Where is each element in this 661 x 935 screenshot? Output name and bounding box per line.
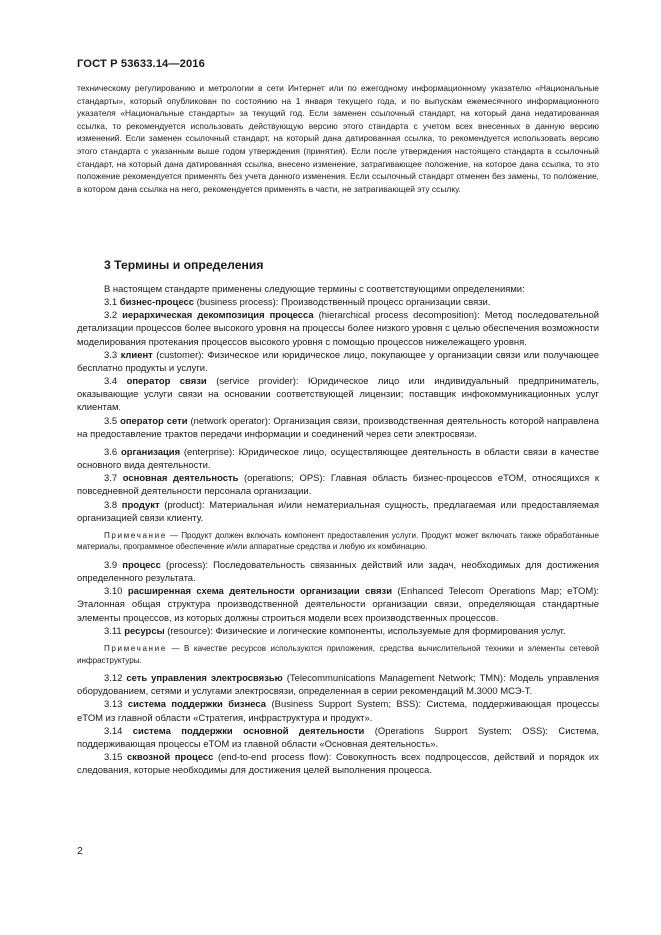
term-definition: 3.7 основная деятельность (operations; OPS): Главная область бизнес-процессов eTOM, относящихся к повседневной деятельности персонала организации.	[77, 473, 599, 498]
term-definition: 3.8 продукт (product): Материальная и/или нематериальная сущность, предлагаемая или предоставляемая организацией связи клиенту.	[77, 499, 599, 524]
term-definition: 3.12 сеть управления электросвязью (Telecommunications Management Network; TMN): Модель управления оборудованием, сетями и услугами электросвязи, определенная в серии рекомендаций М.3000 МСЭ-Т.	[77, 673, 600, 698]
term-name: оператор связи	[126, 376, 207, 388]
note: Примечание — В качестве ресурсов используются приложения, средства вычислительной техники и элементы сетевой инфраструктуры.	[77, 643, 599, 665]
term-name: процесс	[122, 560, 161, 571]
term-definition: 3.15 сквозной процесс (end-to-end process flow): Совокупность всех подпроцессов, действий и порядок их следования, которые необходимы для достижения целей выполнения процесса.	[77, 752, 599, 777]
document-header: ГОСТ Р 53633.14—2016	[77, 58, 205, 70]
term-name: сеть управления электросвязью	[126, 673, 283, 685]
term-definition: 3.5 оператор сети (network operator): Организация связи, производственная деятельность которой направлена на предоставление трактов передачи информации и соединений через сети электросвязи.	[77, 415, 599, 440]
terms-body	[77, 283, 599, 777]
term-name: клиент	[120, 349, 153, 361]
term-definition: 3.4 оператор связи (service provider): Юридическое лицо или индивидуальный предприниматель, оказывающие услуги связи на основании соответствующей лицензии; поставщик инфокоммуникационных услуг клиентам.	[77, 376, 599, 414]
term-definition: 3.1 бизнес-процесс (business process): Производственный процесс организации связи.	[104, 297, 491, 309]
term-name: система поддержки бизнеса	[127, 699, 267, 711]
term-name: расширенная схема деятельности организации связи	[127, 586, 393, 598]
section-lead: В настоящем стандарте применены следующие термины с соответствующими определениями:	[104, 284, 525, 295]
term-name: сквозной процесс	[126, 752, 214, 764]
term-name: иерархическая декомпозиция процесса	[122, 310, 314, 322]
term-definition: 3.14 система поддержки основной деятельности (Operations Support System; OSS): Система, поддерживающая процессы eTOM из главной области «Основная деятельность».	[77, 725, 600, 750]
term-name: бизнес-процесс	[119, 297, 194, 309]
term-name: оператор сети	[120, 415, 188, 427]
page-number: 2	[77, 845, 83, 857]
term-definition: 3.6 организация (enterprise): Юридическое лицо, осуществляющее деятельность в области связи в качестве основного вида деятельности.	[77, 446, 599, 472]
term-name: основная деятельность	[122, 473, 239, 485]
term-definition: 3.13 система поддержки бизнеса (Business Support System; BSS): Система, поддерживающая процессы eTOM из главной области «Стратегия, инфраструктура и продукт».	[77, 699, 599, 724]
term-name: система поддержки основной деятельности	[132, 725, 365, 737]
term-definition: 3.11 ресурсы (resource): Физические и логические компоненты, используемые для формирования услуг.	[104, 625, 566, 637]
note: Примечание — Продукт должен включать компонент предоставления услуги. Продукт может включать также обработанные материалы, программное обеспечение и/или аппаратные средства и любую их комбинацию.	[77, 530, 599, 552]
note-label: Примечание	[104, 643, 167, 653]
term-definition: 3.3 клиент (customer): Физическое или юридическое лицо, покупающее у организации связи или получающее бесплатно продукты и услуги.	[77, 349, 599, 374]
term-definition: 3.10 расширенная схема деятельности организации связи (Enhanced Telecom Operations Map; eTOM): Эталонная общая структура производственной деятельности организации связи, определяющая стандартные элементы процессов, из которых должны строиться модели всех производственных процессов.	[77, 586, 599, 624]
section-title: 3 Термины и определения	[104, 258, 264, 272]
note-label: Примечание	[104, 530, 167, 540]
term-name: продукт	[121, 499, 160, 511]
term-name: организация	[120, 446, 181, 458]
term-definition: 3.2 иерархическая декомпозиция процесса (hierarchical process decomposition): Метод последовательной детализации процессов более высокого уровня на процессы более низкого уровня с целью обеспечения возможности моделирования протекания процессов высокого уровня с помощью процессов нижележащего уровня.	[77, 310, 600, 348]
term-name: ресурсы	[124, 625, 165, 637]
intro-paragraph: техническому регулированию и метрологии в сети Интернет или по ежегодному информационному указателю «Национальные стандарты», который опубликован по состоянию на 1 января текущего года, и по выпускам ежемесячного информационного указателя «Национальные стандарты» за текущий год. Если заменен ссылочный стандарт, на который дана недатированная ссылка, то рекомендуется использовать действующую версию этого стандарта с учетом всех внесенных в данную версию изменений. Если заменен ссылочный стандарт, на который дана датированная ссылка, то рекомендуется использовать версию этого стандарта с указанным выше годом утверждения (принятия). Если после утверждения настоящего стандарта в ссылочный стандарт, на который дана датированная ссылка, внесено изменение, затрагивающее положение, на которое дана ссылка, то это положение рекомендуется применять без учета данного изменения. Если ссылочный стандарт отменен без замены, то положение, в котором дана ссылка на него, рекомендуется применять в части, не затрагивающей эту ссылку.	[77, 83, 599, 194]
term-definition: 3.9 процесс (process): Последовательность связанных действий или задач, необходимых для достижения определенного результата.	[77, 560, 600, 585]
